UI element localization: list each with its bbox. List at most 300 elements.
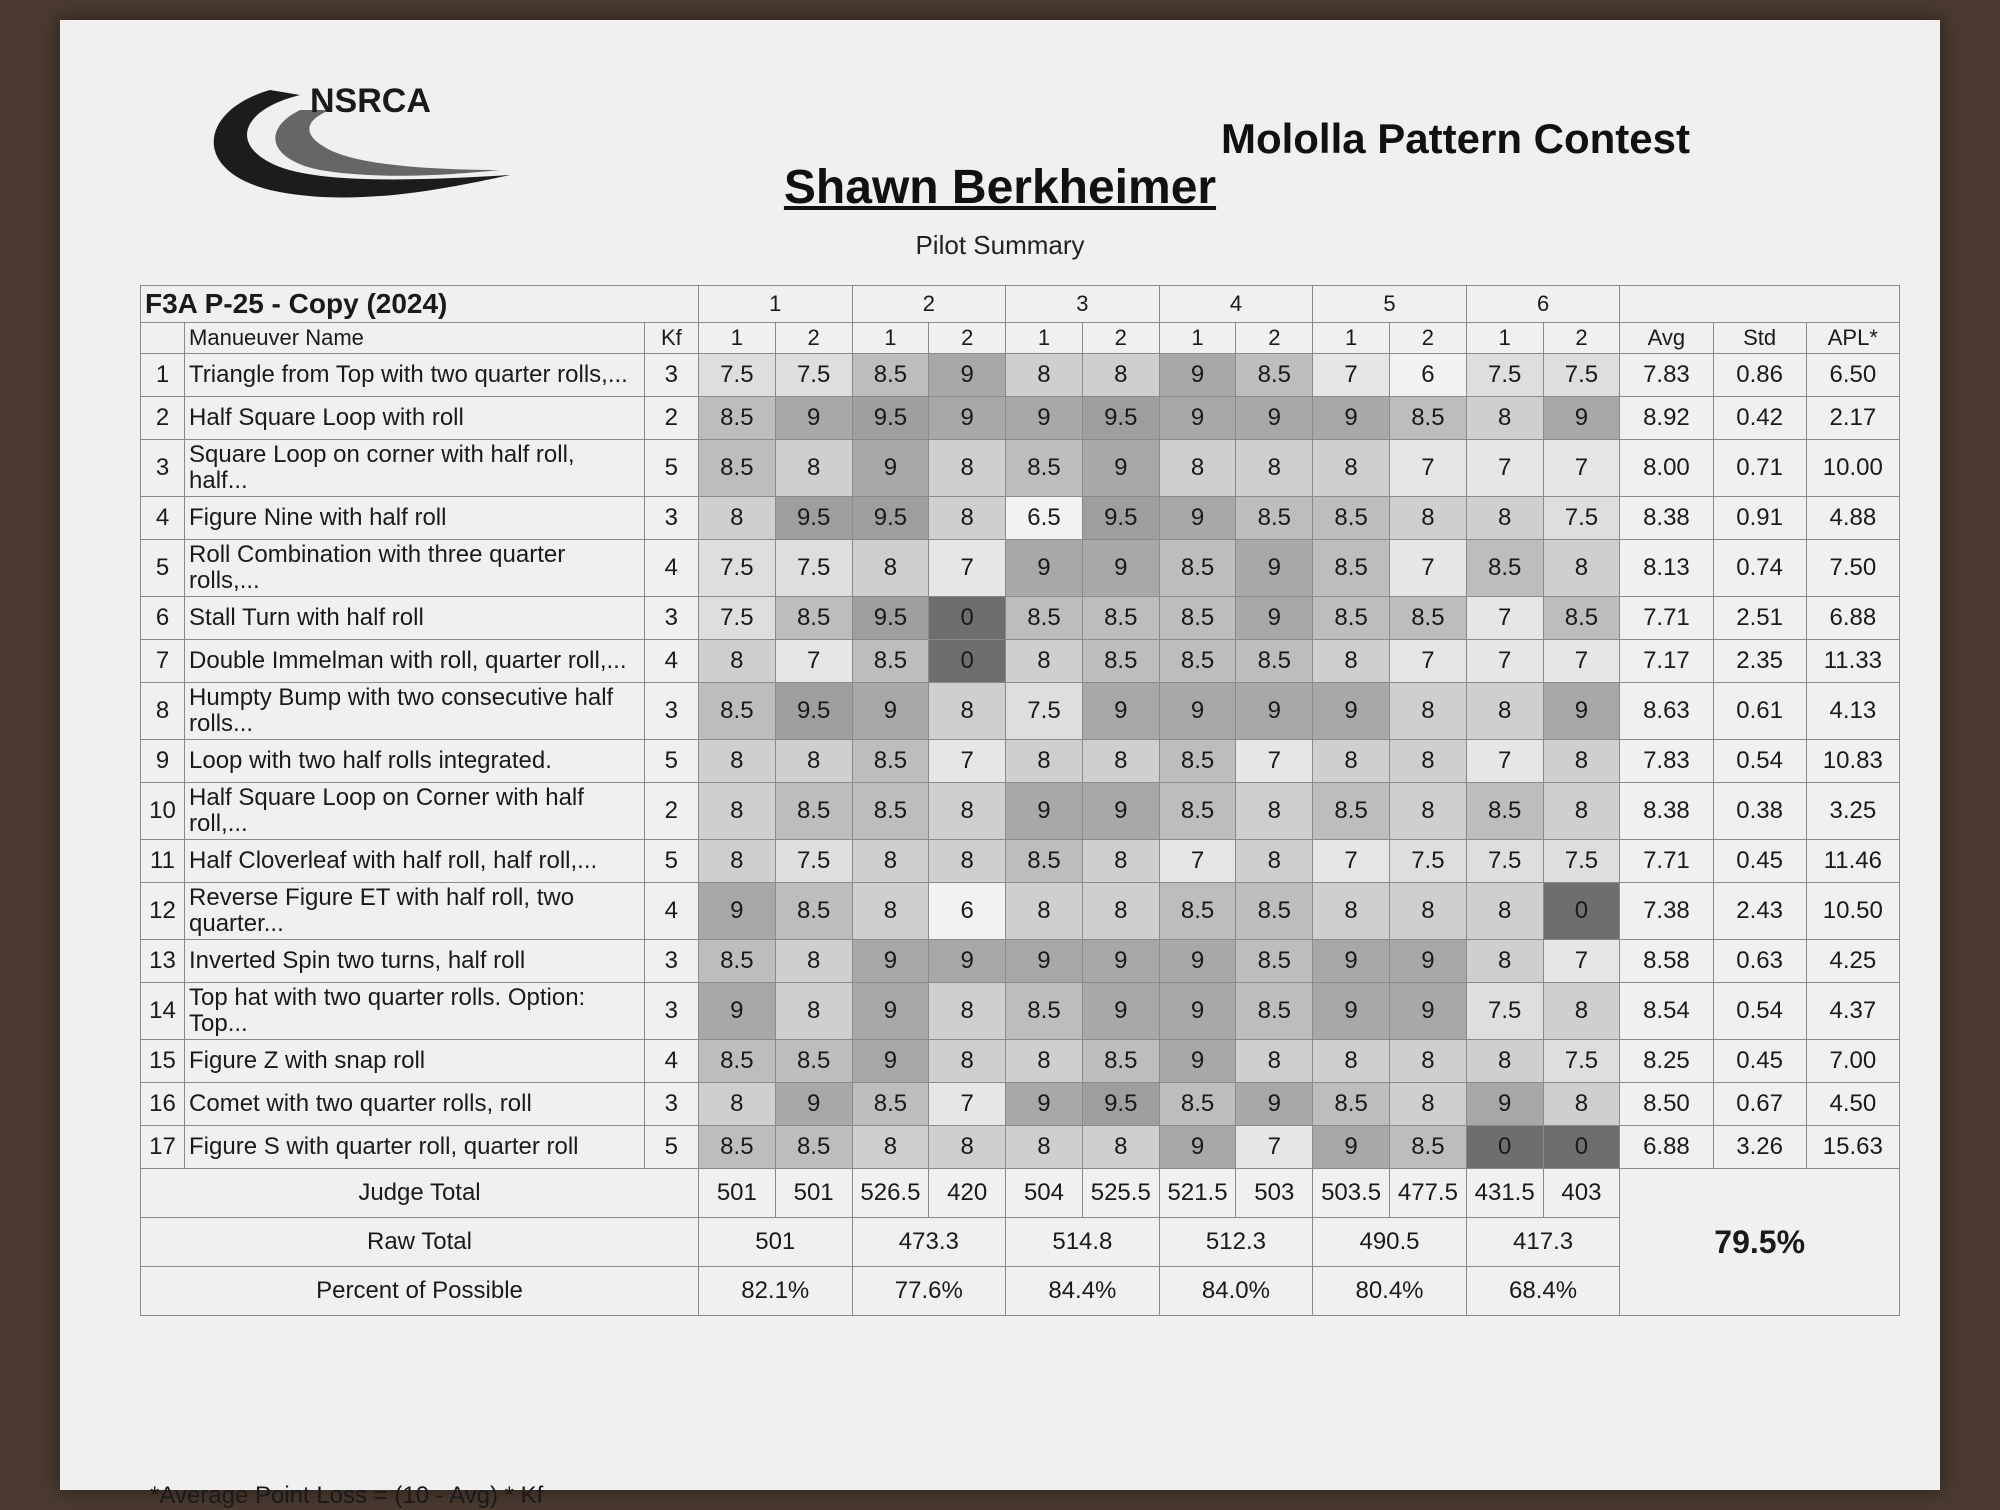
score-cell: 8 — [1390, 740, 1467, 783]
score-cell: 9 — [1313, 940, 1390, 983]
table-row — [141, 597, 1900, 640]
kf-value: 2 — [644, 397, 698, 440]
score-cell: 7.5 — [1543, 354, 1620, 397]
score-cell: 7.5 — [775, 840, 852, 883]
judge-total-label: Judge Total — [141, 1169, 699, 1218]
score-cell: 8.5 — [1006, 597, 1083, 640]
maneuver-name: Inverted Spin two turns, half roll — [185, 940, 645, 983]
maneuver-name: Stall Turn with half roll — [185, 597, 645, 640]
kf-value: 5 — [644, 840, 698, 883]
score-cell: 8 — [1313, 883, 1390, 940]
score-cell: 8.5 — [1159, 783, 1236, 840]
score-cell: 8 — [929, 840, 1006, 883]
score-cell: 9 — [1236, 397, 1313, 440]
kf-value: 4 — [644, 640, 698, 683]
std-value: 2.51 — [1713, 597, 1806, 640]
apl-value: 7.50 — [1806, 540, 1899, 597]
score-cell: 9 — [1159, 354, 1236, 397]
maneuver-number: 7 — [141, 640, 185, 683]
std-value: 0.45 — [1713, 1040, 1806, 1083]
score-cell: 8 — [1390, 1040, 1467, 1083]
std-value: 0.54 — [1713, 740, 1806, 783]
raw-total-value: 417.3 — [1466, 1218, 1620, 1267]
score-cell: 9 — [852, 940, 929, 983]
maneuver-name: Loop with two half rolls integrated. — [185, 740, 645, 783]
round-header: 2 — [929, 323, 1006, 354]
score-cell: 9.5 — [1082, 1083, 1159, 1126]
maneuver-name: Top hat with two quarter rolls. Option: Top... — [185, 983, 645, 1040]
score-cell: 9 — [1390, 983, 1467, 1040]
table-row — [141, 683, 1900, 740]
score-cell: 8 — [775, 740, 852, 783]
round-header: 2 — [775, 323, 852, 354]
score-cell: 9 — [775, 397, 852, 440]
score-cell: 7 — [1466, 597, 1543, 640]
score-cell: 8.5 — [698, 683, 775, 740]
percent-value: 84.4% — [1006, 1267, 1160, 1316]
avg-column-header: Avg — [1620, 323, 1713, 354]
score-cell: 8 — [1466, 683, 1543, 740]
score-cell: 8.5 — [698, 940, 775, 983]
avg-value: 8.63 — [1620, 683, 1713, 740]
score-cell: 9 — [1313, 1126, 1390, 1169]
score-cell: 7 — [1466, 440, 1543, 497]
maneuver-number: 6 — [141, 597, 185, 640]
score-cell: 8 — [929, 683, 1006, 740]
score-cell: 7 — [1236, 740, 1313, 783]
maneuver-number: 5 — [141, 540, 185, 597]
score-cell: 8 — [1466, 940, 1543, 983]
score-cell: 8 — [1543, 1083, 1620, 1126]
score-cell: 9 — [1006, 940, 1083, 983]
score-cell: 6 — [1390, 354, 1467, 397]
apl-value: 4.37 — [1806, 983, 1899, 1040]
maneuver-name: Figure Nine with half roll — [185, 497, 645, 540]
score-cell: 9 — [1159, 940, 1236, 983]
score-cell: 7.5 — [1543, 497, 1620, 540]
judge-header: 6 — [1466, 286, 1620, 323]
score-cell: 8.5 — [698, 440, 775, 497]
maneuver-name: Double Immelman with roll, quarter roll,... — [185, 640, 645, 683]
std-value: 0.38 — [1713, 783, 1806, 840]
kf-value: 4 — [644, 883, 698, 940]
percent-label: Percent of Possible — [141, 1267, 699, 1316]
score-cell: 8 — [1390, 783, 1467, 840]
std-value: 3.26 — [1713, 1126, 1806, 1169]
score-cell: 8 — [929, 497, 1006, 540]
score-cell: 7 — [775, 640, 852, 683]
score-cell: 8.5 — [1159, 883, 1236, 940]
score-cell: 8.5 — [775, 783, 852, 840]
judge-header: 3 — [1006, 286, 1160, 323]
score-cell: 9.5 — [775, 683, 852, 740]
kf-value: 5 — [644, 1126, 698, 1169]
score-cell: 7 — [1543, 640, 1620, 683]
round-header: 1 — [1159, 323, 1236, 354]
avg-value: 7.71 — [1620, 597, 1713, 640]
score-cell: 9 — [1236, 540, 1313, 597]
score-cell: 8.5 — [1313, 540, 1390, 597]
apl-value: 6.88 — [1806, 597, 1899, 640]
raw-total-value: 501 — [698, 1218, 852, 1267]
score-cell: 8.5 — [1006, 840, 1083, 883]
score-cell: 7.5 — [1390, 840, 1467, 883]
score-cell: 8.5 — [1390, 597, 1467, 640]
score-cell: 7 — [1159, 840, 1236, 883]
kf-column-header: Kf — [644, 323, 698, 354]
score-cell: 8.5 — [852, 740, 929, 783]
score-cell: 8.5 — [1466, 783, 1543, 840]
round-header: 1 — [698, 323, 775, 354]
score-cell: 8.5 — [1236, 983, 1313, 1040]
maneuver-column-header: Manueuver Name — [185, 323, 645, 354]
score-cell: 8 — [1390, 497, 1467, 540]
pattern-name: F3A P-25 - Copy (2024) — [141, 286, 699, 323]
judge-header: 4 — [1159, 286, 1313, 323]
score-cell: 8.5 — [852, 354, 929, 397]
maneuver-number: 17 — [141, 1126, 185, 1169]
kf-value: 3 — [644, 983, 698, 1040]
maneuver-number: 13 — [141, 940, 185, 983]
score-cell: 8 — [929, 1040, 1006, 1083]
score-cell: 8.5 — [1082, 1040, 1159, 1083]
judge-total-value: 504 — [1006, 1169, 1083, 1218]
score-cell: 8.5 — [698, 1040, 775, 1083]
score-cell: 8 — [929, 1126, 1006, 1169]
score-cell: 7 — [929, 740, 1006, 783]
score-cell: 8 — [1082, 354, 1159, 397]
kf-value: 3 — [644, 940, 698, 983]
raw-total-value: 490.5 — [1313, 1218, 1467, 1267]
maneuver-name: Figure Z with snap roll — [185, 1040, 645, 1083]
score-cell: 9 — [929, 354, 1006, 397]
score-cell: 7 — [1236, 1126, 1313, 1169]
score-cell: 8.5 — [1006, 440, 1083, 497]
judge-total-value: 503 — [1236, 1169, 1313, 1218]
raw-total-label: Raw Total — [141, 1218, 699, 1267]
score-cell: 8 — [1543, 740, 1620, 783]
judge-total-value: 477.5 — [1390, 1169, 1467, 1218]
score-cell: 9 — [1236, 683, 1313, 740]
maneuver-number: 3 — [141, 440, 185, 497]
score-cell: 8.5 — [1159, 1083, 1236, 1126]
percent-value: 80.4% — [1313, 1267, 1467, 1316]
avg-value: 8.13 — [1620, 540, 1713, 597]
kf-value: 3 — [644, 354, 698, 397]
raw-total-value: 514.8 — [1006, 1218, 1160, 1267]
score-cell: 8 — [852, 883, 929, 940]
overall-percent: 79.5% — [1620, 1169, 1900, 1316]
score-cell: 8 — [1466, 1040, 1543, 1083]
judge-header: 2 — [852, 286, 1006, 323]
judge-total-value: 503.5 — [1313, 1169, 1390, 1218]
std-value: 0.42 — [1713, 397, 1806, 440]
apl-value: 4.50 — [1806, 1083, 1899, 1126]
score-cell: 9 — [1543, 397, 1620, 440]
score-cell: 8 — [1082, 1126, 1159, 1169]
score-cell: 8 — [698, 497, 775, 540]
score-cell: 8 — [1313, 740, 1390, 783]
score-cell: 9 — [1082, 440, 1159, 497]
avg-value: 7.83 — [1620, 740, 1713, 783]
score-cell: 9 — [1313, 683, 1390, 740]
score-cell: 8.5 — [1159, 540, 1236, 597]
score-cell: 0 — [1543, 1126, 1620, 1169]
score-cell: 8 — [1006, 354, 1083, 397]
score-cell: 8 — [775, 983, 852, 1040]
score-cell: 8 — [1313, 1040, 1390, 1083]
score-cell: 8 — [929, 783, 1006, 840]
kf-value: 5 — [644, 440, 698, 497]
score-cell: 6.5 — [1006, 497, 1083, 540]
judge-total-value: 403 — [1543, 1169, 1620, 1218]
table-row — [141, 1040, 1900, 1083]
score-cell: 0 — [1543, 883, 1620, 940]
score-cell: 9 — [1236, 1083, 1313, 1126]
maneuver-number: 12 — [141, 883, 185, 940]
avg-value: 7.83 — [1620, 354, 1713, 397]
score-cell: 9 — [852, 683, 929, 740]
score-cell: 8 — [929, 440, 1006, 497]
score-cell: 8 — [775, 440, 852, 497]
score-cell: 8 — [852, 840, 929, 883]
kf-value: 4 — [644, 540, 698, 597]
maneuver-name: Comet with two quarter rolls, roll — [185, 1083, 645, 1126]
contest-title: Mololla Pattern Contest — [1220, 115, 1690, 162]
kf-value: 3 — [644, 497, 698, 540]
maneuver-name: Figure S with quarter roll, quarter roll — [185, 1126, 645, 1169]
score-cell: 9 — [1159, 983, 1236, 1040]
avg-value: 8.38 — [1620, 497, 1713, 540]
maneuver-name: Half Cloverleaf with half roll, half roll,... — [185, 840, 645, 883]
score-cell: 8.5 — [852, 783, 929, 840]
maneuver-name: Square Loop on corner with half roll, half... — [185, 440, 645, 497]
score-cell: 8.5 — [698, 1126, 775, 1169]
score-cell: 8 — [1006, 1126, 1083, 1169]
avg-value: 8.25 — [1620, 1040, 1713, 1083]
score-cell: 7 — [1313, 354, 1390, 397]
score-cell: 8 — [698, 840, 775, 883]
apl-value: 10.00 — [1806, 440, 1899, 497]
score-cell: 9 — [1006, 783, 1083, 840]
score-cell: 6 — [929, 883, 1006, 940]
logo-text: NSRCA — [310, 82, 431, 120]
table-row — [141, 640, 1900, 683]
score-cell: 9 — [852, 440, 929, 497]
judge-total-value: 525.5 — [1082, 1169, 1159, 1218]
score-cell: 8 — [1313, 440, 1390, 497]
percent-value: 84.0% — [1159, 1267, 1313, 1316]
score-cell: 8.5 — [1159, 740, 1236, 783]
apl-value: 15.63 — [1806, 1126, 1899, 1169]
maneuver-number: 4 — [141, 497, 185, 540]
score-cell: 8 — [1236, 783, 1313, 840]
score-cell: 8.5 — [852, 1083, 929, 1126]
maneuver-number: 8 — [141, 683, 185, 740]
score-cell: 7 — [1466, 640, 1543, 683]
score-cell: 9 — [1159, 397, 1236, 440]
apl-value: 2.17 — [1806, 397, 1899, 440]
table-row — [141, 440, 1900, 497]
score-cell: 8 — [698, 740, 775, 783]
round-header: 1 — [852, 323, 929, 354]
score-cell: 9 — [1313, 983, 1390, 1040]
maneuver-name: Half Square Loop with roll — [185, 397, 645, 440]
score-cell: 8 — [1466, 497, 1543, 540]
maneuver-number: 10 — [141, 783, 185, 840]
score-cell: 8.5 — [1006, 983, 1083, 1040]
score-cell: 8 — [1159, 440, 1236, 497]
kf-value: 2 — [644, 783, 698, 840]
score-cell: 7 — [1390, 640, 1467, 683]
score-cell: 9 — [1159, 497, 1236, 540]
avg-value: 7.17 — [1620, 640, 1713, 683]
maneuver-name: Triangle from Top with two quarter rolls,... — [185, 354, 645, 397]
apl-column-header: APL* — [1806, 323, 1899, 354]
apl-value: 6.50 — [1806, 354, 1899, 397]
apl-value: 7.00 — [1806, 1040, 1899, 1083]
score-cell: 8 — [1543, 540, 1620, 597]
score-cell: 7 — [1543, 940, 1620, 983]
kf-value: 3 — [644, 683, 698, 740]
score-cell: 9 — [1543, 683, 1620, 740]
score-cell: 8.5 — [1159, 640, 1236, 683]
round-header: 2 — [1390, 323, 1467, 354]
score-cell: 8 — [1082, 883, 1159, 940]
maneuver-number: 1 — [141, 354, 185, 397]
score-cell: 8 — [1236, 440, 1313, 497]
std-value: 0.74 — [1713, 540, 1806, 597]
score-cell: 8 — [1082, 840, 1159, 883]
score-cell: 8 — [1390, 883, 1467, 940]
score-cell: 9 — [852, 1040, 929, 1083]
score-cell: 9.5 — [852, 397, 929, 440]
score-cell: 8 — [1466, 397, 1543, 440]
percent-value: 77.6% — [852, 1267, 1006, 1316]
apl-value: 4.88 — [1806, 497, 1899, 540]
avg-value: 7.38 — [1620, 883, 1713, 940]
score-cell: 9.5 — [775, 497, 852, 540]
table-row — [141, 883, 1900, 940]
round-header: 2 — [1236, 323, 1313, 354]
score-cell: 7.5 — [775, 540, 852, 597]
score-cell: 8 — [1006, 883, 1083, 940]
score-cell: 8.5 — [1313, 597, 1390, 640]
avg-value: 8.54 — [1620, 983, 1713, 1040]
score-cell: 7.5 — [1466, 983, 1543, 1040]
score-cell: 7.5 — [775, 354, 852, 397]
table-row — [141, 354, 1900, 397]
score-cell: 8.5 — [1236, 940, 1313, 983]
judge-header: 1 — [698, 286, 852, 323]
judge-total-value: 420 — [929, 1169, 1006, 1218]
score-cell: 9.5 — [852, 597, 929, 640]
std-value: 2.43 — [1713, 883, 1806, 940]
apl-value: 4.13 — [1806, 683, 1899, 740]
std-value: 0.86 — [1713, 354, 1806, 397]
footnote: *Average Point Loss = (10 - Avg) * Kf — [150, 1482, 544, 1509]
std-value: 0.71 — [1713, 440, 1806, 497]
score-cell: 8 — [1390, 1083, 1467, 1126]
score-cell: 8 — [698, 783, 775, 840]
score-cell: 8.5 — [1159, 597, 1236, 640]
percent-value: 82.1% — [698, 1267, 852, 1316]
score-cell: 8.5 — [1543, 597, 1620, 640]
score-cell: 9 — [1082, 540, 1159, 597]
score-cell: 8.5 — [1390, 397, 1467, 440]
score-cell: 9 — [1082, 940, 1159, 983]
score-cell: 7 — [1313, 840, 1390, 883]
std-column-header: Std — [1713, 323, 1806, 354]
score-cell: 8.5 — [1313, 783, 1390, 840]
std-value: 0.54 — [1713, 983, 1806, 1040]
table-row — [141, 397, 1900, 440]
score-cell: 7.5 — [1543, 840, 1620, 883]
score-cell: 7.5 — [1466, 840, 1543, 883]
score-cell: 0 — [929, 597, 1006, 640]
score-cell: 7 — [929, 1083, 1006, 1126]
std-value: 0.61 — [1713, 683, 1806, 740]
score-cell: 9 — [1390, 940, 1467, 983]
score-cell: 8 — [1006, 1040, 1083, 1083]
avg-value: 7.71 — [1620, 840, 1713, 883]
score-cell: 8.5 — [1236, 354, 1313, 397]
score-cell: 7 — [929, 540, 1006, 597]
round-header: 1 — [1006, 323, 1083, 354]
score-cell: 8.5 — [775, 1040, 852, 1083]
std-value: 0.91 — [1713, 497, 1806, 540]
score-cell: 9 — [929, 397, 1006, 440]
score-cell: 7.5 — [698, 540, 775, 597]
avg-value: 8.38 — [1620, 783, 1713, 840]
score-cell: 8.5 — [1236, 640, 1313, 683]
round-header: 1 — [1313, 323, 1390, 354]
score-cell: 8.5 — [775, 1126, 852, 1169]
score-cell: 7.5 — [1466, 354, 1543, 397]
score-cell: 9 — [775, 1083, 852, 1126]
judge-header: 5 — [1313, 286, 1467, 323]
score-cell: 7 — [1390, 440, 1467, 497]
score-cell: 8.5 — [1313, 1083, 1390, 1126]
score-cell: 9 — [1159, 1126, 1236, 1169]
score-cell: 9 — [1236, 597, 1313, 640]
maneuver-name: Humpty Bump with two consecutive half rolls... — [185, 683, 645, 740]
table-row — [141, 840, 1900, 883]
pilot-summary-label: Pilot Summary — [915, 230, 1085, 260]
score-cell: 8.5 — [775, 597, 852, 640]
judge-total-value: 501 — [698, 1169, 775, 1218]
raw-total-value: 473.3 — [852, 1218, 1006, 1267]
apl-value: 3.25 — [1806, 783, 1899, 840]
table-row — [141, 783, 1900, 840]
score-cell: 9 — [1466, 1083, 1543, 1126]
score-cell: 8 — [698, 640, 775, 683]
maneuver-number: 16 — [141, 1083, 185, 1126]
score-cell: 9 — [698, 883, 775, 940]
score-cell: 7 — [1466, 740, 1543, 783]
kf-value: 3 — [644, 1083, 698, 1126]
apl-value: 11.33 — [1806, 640, 1899, 683]
maneuver-name: Reverse Figure ET with half roll, two quarter... — [185, 883, 645, 940]
avg-value: 8.58 — [1620, 940, 1713, 983]
apl-value: 10.83 — [1806, 740, 1899, 783]
std-value: 0.45 — [1713, 840, 1806, 883]
score-cell: 9 — [1313, 397, 1390, 440]
score-cell: 9 — [1159, 683, 1236, 740]
score-cell: 0 — [1466, 1126, 1543, 1169]
score-cell: 8 — [1236, 840, 1313, 883]
score-cell: 8.5 — [698, 397, 775, 440]
